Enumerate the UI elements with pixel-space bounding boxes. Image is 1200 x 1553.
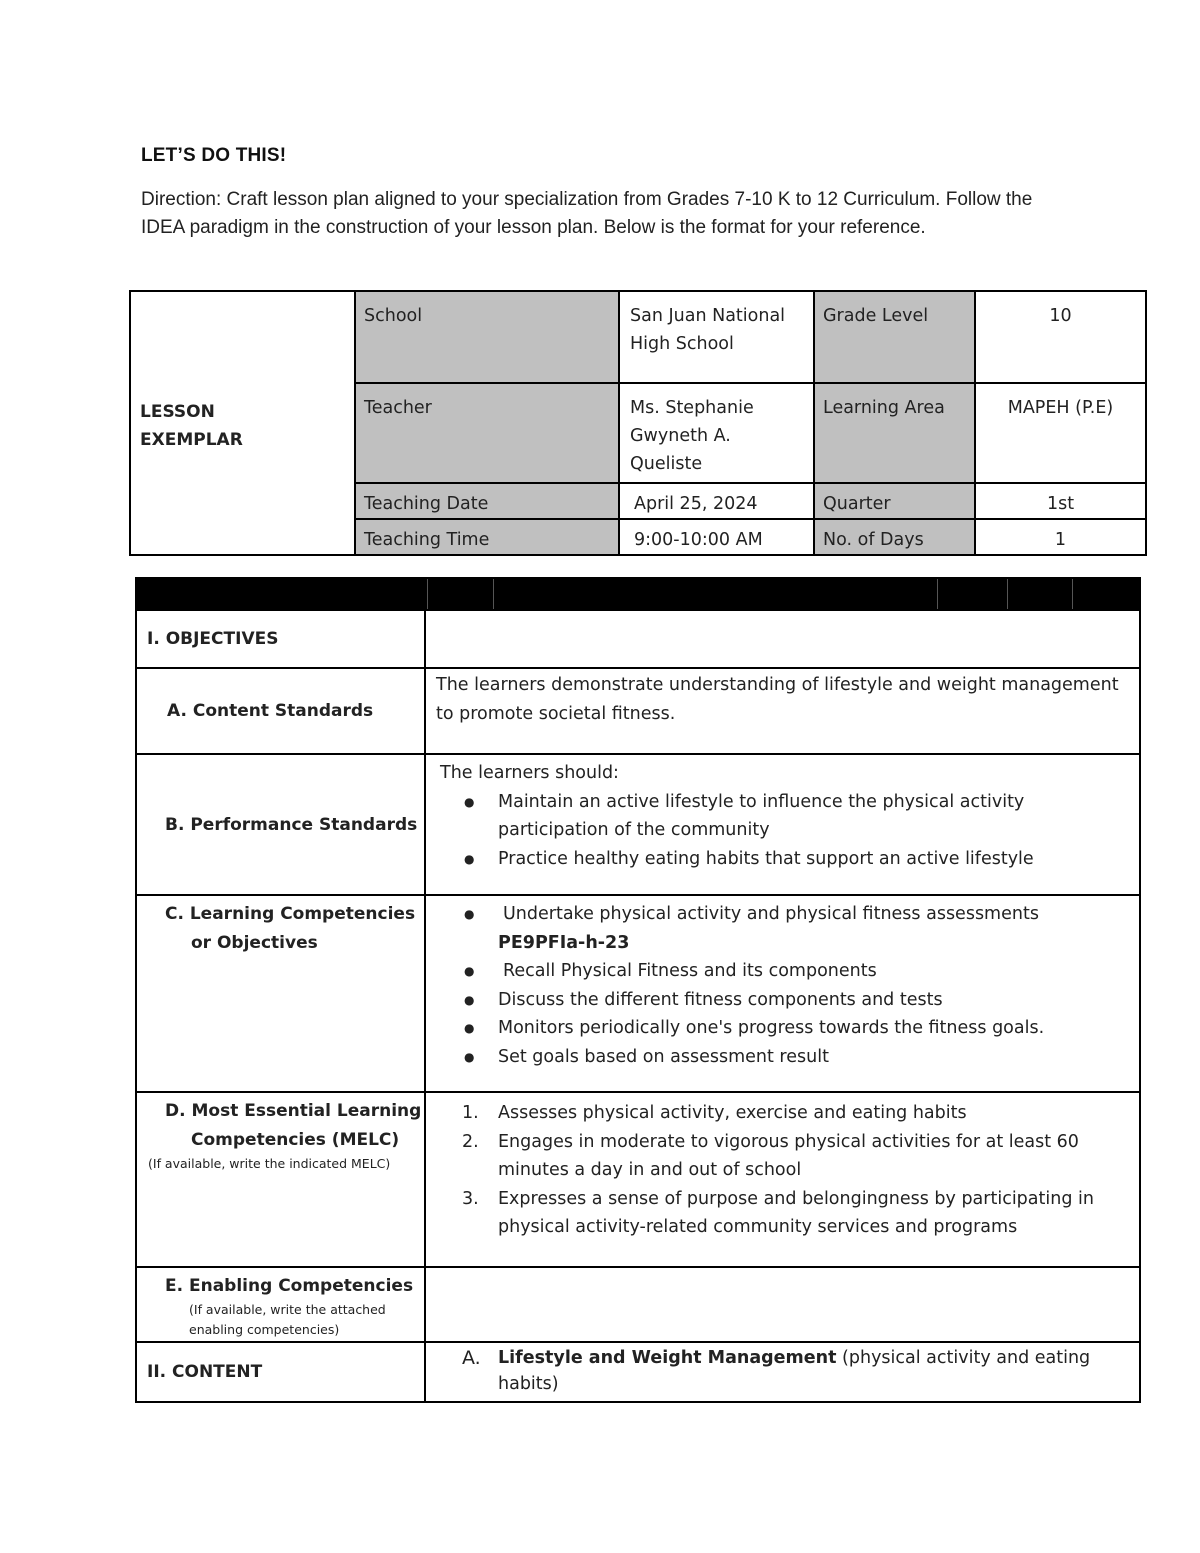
teaching-time-label: Teaching Time bbox=[355, 519, 619, 555]
performance-standards bbox=[425, 754, 1140, 895]
content-value bbox=[425, 1342, 1140, 1402]
learning-area-label: Learning Area bbox=[814, 383, 975, 483]
days-value: 1 bbox=[975, 519, 1146, 555]
list-item: ● Monitors periodically one's progress towards the fitness goals. bbox=[498, 1014, 1129, 1043]
objectives-value bbox=[425, 610, 1140, 668]
enabling-note: (If available, write the attached enabling competencies) bbox=[189, 1302, 386, 1337]
direction-text: Direction: Craft lesson plan aligned to your specialization from Grades 7-10 K to 12 Curriculum. Follow the IDEA paradigm in the construction of your lesson plan. Below is the format for your reference. bbox=[141, 189, 1033, 238]
grade-level-label: Grade Level bbox=[814, 291, 975, 383]
lesson-exemplar-label: LESSON EXEMPLAR bbox=[130, 291, 355, 555]
grade-level-value: 10 bbox=[975, 291, 1146, 383]
objectives-label: I. OBJECTIVES bbox=[136, 610, 425, 668]
content-label: II. CONTENT bbox=[136, 1342, 425, 1402]
list-item: ● Set goals based on assessment result bbox=[498, 1043, 1129, 1072]
lesson-plan-table bbox=[135, 577, 1141, 1403]
list-item: 1. Assesses physical activity, exercise and eating habits bbox=[462, 1103, 967, 1123]
melc-list bbox=[425, 1092, 1140, 1267]
school-value: San Juan National High School bbox=[619, 291, 814, 383]
lesson-info-table bbox=[129, 290, 1147, 556]
content-topic-detail: (physical activity and eating habits) bbox=[498, 1348, 1091, 1394]
teacher-label: Teacher bbox=[355, 383, 619, 483]
teacher-value: Ms. Stephanie Gwyneth A. Queliste bbox=[619, 383, 814, 483]
days-label: No. of Days bbox=[814, 519, 975, 555]
content-letter: A. bbox=[462, 1347, 481, 1369]
melc-note: (If available, write the indicated MELC) bbox=[148, 1156, 391, 1171]
competency-code: PE9PFIa-h-23 bbox=[498, 932, 630, 953]
list-item: ● Recall Physical Fitness and its components bbox=[498, 957, 1129, 986]
content-standards-text: The learners demonstrate understanding of lifestyle and weight management to promote societal fitness. bbox=[425, 668, 1140, 754]
header-bar-divider bbox=[937, 579, 938, 609]
teaching-time-value: 9:00-10:00 AM bbox=[619, 519, 814, 555]
quarter-label: Quarter bbox=[814, 483, 975, 519]
header-bar-divider bbox=[1072, 579, 1073, 609]
header-bar-divider bbox=[493, 579, 494, 609]
school-label: School bbox=[355, 291, 619, 383]
enabling-competencies-label: E. Enabling Competencies (If available, write the attached enabling competencies) bbox=[136, 1267, 425, 1342]
list-item: ● Undertake physical activity and physical fitness assessments PE9PFIa-h-23 bbox=[498, 900, 1129, 957]
header-bar-divider bbox=[427, 579, 428, 609]
teaching-date-label: Teaching Date bbox=[355, 483, 619, 519]
content-standards-label: A. Content Standards bbox=[136, 668, 425, 754]
content-topic: Lifestyle and Weight Management bbox=[498, 1348, 837, 1368]
performance-intro: The learners should: bbox=[440, 763, 619, 783]
list-item: 3. Expresses a sense of purpose and belongingness by participating in physical activity-related community services and programs bbox=[462, 1188, 1094, 1237]
list-item: ● Discuss the different fitness components and tests bbox=[498, 986, 1129, 1015]
quarter-value: 1st bbox=[975, 483, 1146, 519]
list-item: 2. Engages in moderate to vigorous physical activities for at least 60 minutes a day in and out of school bbox=[462, 1131, 1079, 1180]
learning-competencies-label: C. Learning Competencies or Objectives bbox=[136, 895, 425, 1092]
list-item: ● Practice healthy eating habits that support an active lifestyle bbox=[498, 845, 1129, 874]
melc-label: D. Most Essential Learning Competencies (MELC) (If available, write the indicated MELC) bbox=[136, 1092, 425, 1267]
list-item: ● Maintain an active lifestyle to influence the physical activity participation of the community bbox=[498, 788, 1129, 845]
header-bar bbox=[136, 578, 1140, 610]
header-bar-divider bbox=[1007, 579, 1008, 609]
performance-standards-label: B. Performance Standards bbox=[136, 754, 425, 895]
enabling-competencies-value bbox=[425, 1267, 1140, 1342]
learning-competencies bbox=[425, 895, 1140, 1092]
learning-area-value: MAPEH (P.E) bbox=[975, 383, 1146, 483]
page-title: LET’S DO THIS! bbox=[141, 145, 287, 166]
teaching-date-value: April 25, 2024 bbox=[619, 483, 814, 519]
